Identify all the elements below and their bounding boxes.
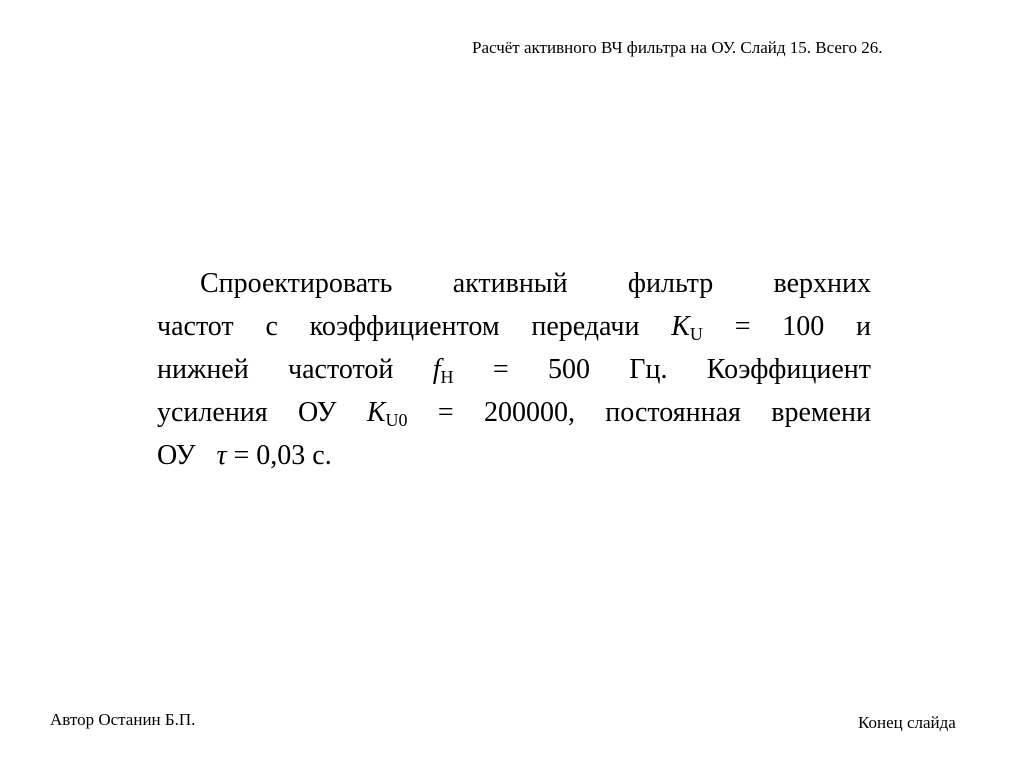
time-constant-value: = 0,03 с. <box>233 440 332 471</box>
frequency-value: = 500 Гц. Коэффициент <box>492 354 871 385</box>
task-line-2-text: частот с коэффициентом передачи <box>157 311 640 342</box>
time-constant-symbol: τ <box>216 440 227 471</box>
task-line-3 <box>157 348 871 391</box>
task-line-5 <box>157 434 871 477</box>
opamp-gain-value: = 200000, постоянная времени <box>437 397 872 428</box>
opamp-gain-symbol: K <box>366 397 386 428</box>
task-line-3-text: нижней частотой <box>157 354 394 385</box>
task-line-4 <box>157 391 871 434</box>
author-credit: Автор Останин Б.П. <box>50 710 196 729</box>
gain-subscript: U <box>689 324 703 344</box>
opamp-gain-subscript: U0 <box>385 410 408 430</box>
task-line-2 <box>157 305 871 348</box>
task-line-5-text: ОУ <box>157 440 196 471</box>
gain-value: = 100 и <box>734 311 872 342</box>
end-of-slide-label: Конец слайда <box>858 713 956 732</box>
frequency-symbol: f <box>432 354 441 385</box>
task-line-4-text: усиления ОУ <box>157 397 337 428</box>
task-line-1: Спроектировать активный фильтр верхних <box>200 268 871 299</box>
frequency-subscript: Н <box>440 367 454 387</box>
gain-symbol: K <box>671 311 690 342</box>
task-statement <box>157 262 871 477</box>
slide-header-title: Расчёт активного ВЧ фильтра на ОУ. Слайд 15. Всего 26. <box>472 38 883 57</box>
